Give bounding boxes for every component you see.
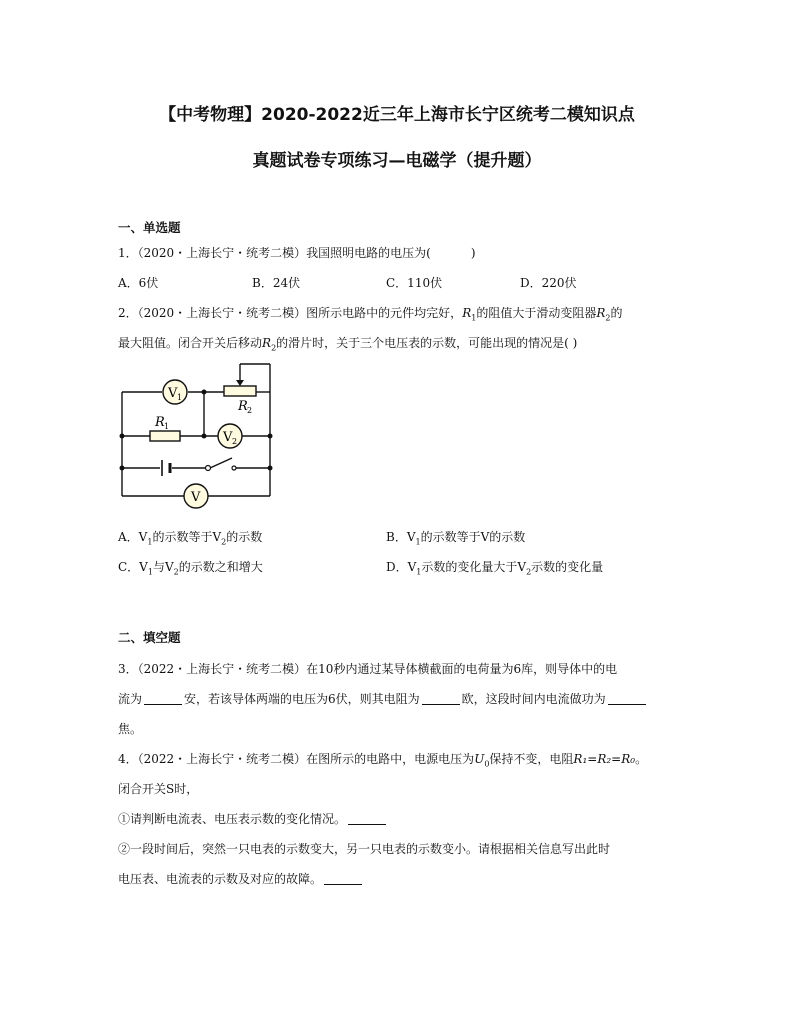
resistor-r1 xyxy=(150,431,180,441)
answer-blank-current xyxy=(144,692,182,705)
question-1-close-paren: ) xyxy=(470,246,476,260)
question-4-line2: 闭合开关S时， xyxy=(118,782,199,796)
symbol-r1: R xyxy=(462,306,472,320)
question-2-option-c: C．$V_1$与$V_2$的示数之和增大 xyxy=(118,560,263,577)
option-a-text-2: 的示数等于V xyxy=(152,530,222,544)
question-3-text-c: 欧，这段时间内电流做功为 xyxy=(461,692,606,706)
question-3-line3: 焦。 xyxy=(118,722,143,736)
question-4-text-c: 。 xyxy=(635,752,648,766)
symbol-u0: U xyxy=(474,752,485,766)
question-2-text-e: 的滑片时，关于三个电压表的示数，可能出现的情况是( ) xyxy=(276,336,578,350)
question-2-stem-line2 xyxy=(118,334,577,352)
question-4-part2-text: 电压表、电流表的示数及对应的故障。 xyxy=(118,872,323,886)
doc-title-line2: 真题试卷专项练习—电磁学（提升题） xyxy=(252,151,542,171)
question-4-text-b: 保持不变，电阻 xyxy=(489,752,574,766)
question-2-option-b: B．$V_1$的示数等于V的示数 xyxy=(386,530,526,547)
voltmeter-v2-label: V xyxy=(223,430,233,445)
resistor-r1-sub: 1 xyxy=(164,422,170,431)
option-a-text-1: A．V xyxy=(118,530,148,544)
rheostat-r2-sub: 2 xyxy=(247,406,253,415)
question-3-text-b: 安，若该导体两端的电压为6伏，则其电阻为 xyxy=(184,692,420,706)
question-4-part1-text: ①请判断电流表、电压表示数的变化情况。 xyxy=(118,812,347,826)
question-3-line2 xyxy=(118,690,648,707)
question-4-line5 xyxy=(118,870,364,887)
question-3-line1: 3．（2022・上海长宁・统考二模）在10秒内通过某导体横截面的电荷量为6库，则导体中的电 xyxy=(118,662,618,676)
question-1-stem xyxy=(118,244,476,261)
symbol-r2-sub: 2 xyxy=(605,313,611,323)
symbol-r2-again-sub: 2 xyxy=(271,343,277,353)
option-d-text-1: D．V xyxy=(386,560,417,574)
answer-blank-part2 xyxy=(324,872,362,885)
question-3-text-a: 流为 xyxy=(118,692,143,706)
question-2-option-a: A．$V_1$的示数等于$V_2$的示数 xyxy=(118,530,263,547)
circuit-diagram xyxy=(110,360,280,510)
question-2-text-b: 的阻值大于滑动变阻器 xyxy=(476,306,597,320)
symbol-r2-again: R xyxy=(262,336,272,350)
answer-blank-resistance xyxy=(422,692,460,705)
section-heading-single-choice: 一、单选题 xyxy=(118,220,181,235)
resistance-equation: R₁=R₂=R₀ xyxy=(573,752,636,766)
question-1-text: 1．（2020・上海长宁・统考二模）我国照明电路的电压为( xyxy=(118,246,431,260)
question-4-line1 xyxy=(118,750,647,768)
option-b-text-1: B．V xyxy=(386,530,416,544)
question-2-option-d: D．$V_1$示数的变化量大于$V_2$示数的变化量 xyxy=(386,560,604,577)
doc-title-line1: 【中考物理】2020-2022近三年上海市长宁区统考二模知识点 xyxy=(159,105,635,125)
option-d-text-3: 示数的变化量 xyxy=(531,560,604,574)
resistor-r1-label: R xyxy=(155,415,165,430)
voltmeter-v2-sub: 2 xyxy=(232,437,238,446)
symbol-r1-sub: 1 xyxy=(471,313,477,323)
option-d-text-2: 示数的变化量大于V xyxy=(421,560,527,574)
question-1-option-d: D．220伏 xyxy=(520,276,577,290)
question-4-line4: ②一段时间后，突然一只电表的示数变大，另一只电表的示数变小。请根据相关信息写出此时 xyxy=(118,842,611,856)
symbol-r2: R xyxy=(596,306,606,320)
question-1-option-a: A．6伏 xyxy=(118,276,159,290)
option-c-text-3: 的示数之和增大 xyxy=(178,560,263,574)
symbol-u0-sub: 0 xyxy=(484,759,490,769)
question-2-stem-line1 xyxy=(118,304,623,322)
option-c-text-1: C．V xyxy=(118,560,148,574)
option-c-text-2: 与V xyxy=(152,560,174,574)
rheostat-r2 xyxy=(224,386,256,396)
slider-arrow-icon xyxy=(236,380,244,386)
voltmeter-v1-label: V xyxy=(168,386,178,401)
switch-icon xyxy=(206,466,211,471)
option-a-text-3: 的示数 xyxy=(226,530,263,544)
voltmeter-v-label: V xyxy=(191,490,201,505)
question-2-text-a: 2．（2020・上海长宁・统考二模）图所示电路中的元件均完好， xyxy=(118,306,463,320)
question-2-text-d: 最大阻值。闭合开关后移动 xyxy=(118,336,263,350)
voltmeter-v1-sub: 1 xyxy=(177,393,183,402)
question-1-option-b: B．24伏 xyxy=(252,276,301,290)
question-2-text-c: 的 xyxy=(610,306,623,320)
question-4-line3 xyxy=(118,810,388,827)
section-heading-fill-in: 二、填空题 xyxy=(118,630,181,645)
question-1-option-c: C．110伏 xyxy=(386,276,443,290)
answer-blank-work xyxy=(608,692,646,705)
option-b-text-2: 的示数等于V的示数 xyxy=(420,530,526,544)
answer-blank-part1 xyxy=(348,812,386,825)
rheostat-r2-label: R xyxy=(238,399,248,414)
question-4-text-a: 4．（2022・上海长宁・统考二模）在图所示的电路中，电源电压为 xyxy=(118,752,475,766)
